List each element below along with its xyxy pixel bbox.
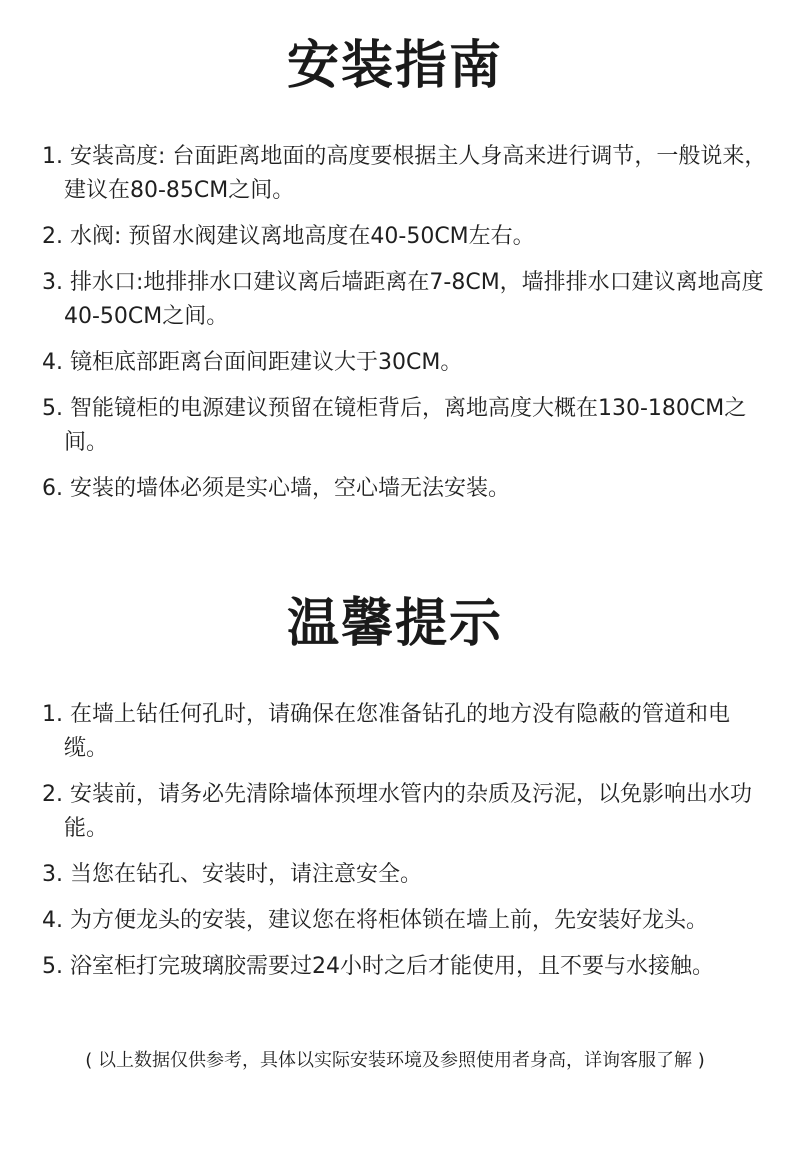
list-item: 5. 浴室柜打完玻璃胶需要过24小时之后才能使用，且不要与水接触。 [42,954,714,979]
tips-title: 温馨提示 [286,594,503,654]
list-item: 6. 安装的墙体必须是实心墙，空心墙无法安装。 [42,476,510,501]
list-item: 1. 在墙上钻任何孔时，请确保在您准备钻孔的地方没有隐蔽的管道和电缆。 [42,702,730,761]
list-item: 4. 为方便龙头的安装，建议您在将柜体锁在墙上前，先安装好龙头。 [42,908,708,933]
list-item: 4. 镜柜底部距离台面间距建议大于30CM。 [42,350,463,375]
footnote: ( 以上数据仅供参考，具体以实际安装环境及参照使用者身高，详询客服了解 ) [85,1050,705,1071]
list-item: 2. 安装前，请务必先清除墙体预埋水管内的杂质及污泥，以免影响出水功能。 [42,782,752,841]
list-item: 3. 排水口:地排排水口建议离后墙距离在7-8CM，墙排排水口建议离地高度40-50CM之间。 [42,270,764,329]
list-item: 1. 安装高度: 台面距离地面的高度要根据主人身高来进行调节，一般说来，建议在80-85CM之间。 [42,144,767,203]
install-guide-title: 安装指南 [286,36,503,96]
list-item: 5. 智能镜柜的电源建议预留在镜柜背后，离地高度大概在130-180CM之间。 [42,396,747,455]
list-item: 3. 当您在钻孔、安装时，请注意安全。 [42,862,422,887]
install-guide-list [42,140,772,518]
list-item: 2. 水阀: 预留水阀建议离地高度在40-50CM左右。 [42,224,535,249]
tips-list [42,698,772,996]
